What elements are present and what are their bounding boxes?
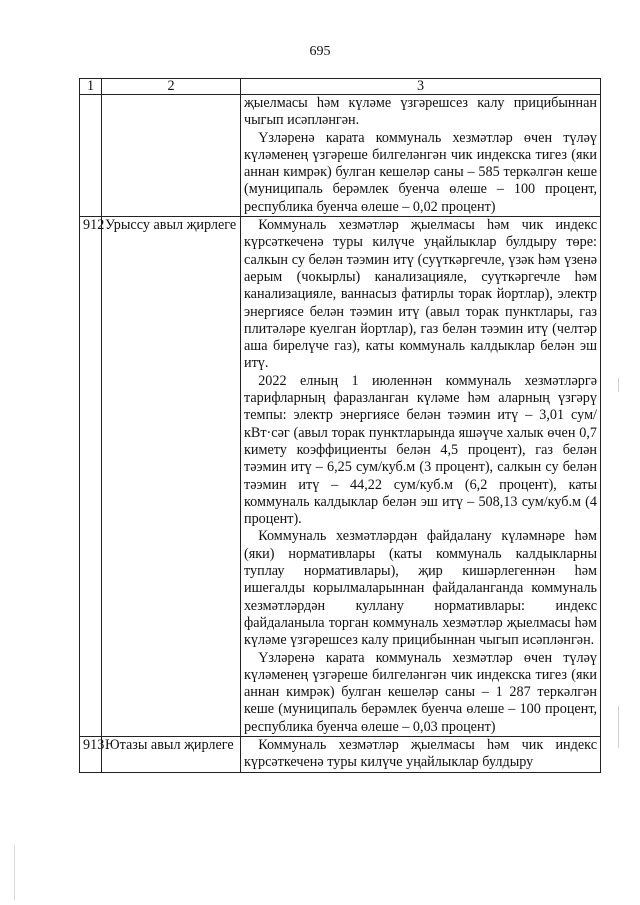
scan-edge-line (14, 845, 15, 900)
settlement-name: Ютазы авыл җирлеге (102, 736, 241, 772)
paragraph: Үзләренә карата коммуналь хезмәтләр өчен түләү күләменең үзгәреше билгеләнгән чик индекска тигез (яки аннан кимрәк) булган кешеләр саны – 1 287 теркәлгән кеше (муниципаль берәмлек буенча өлеше – 100 процент, республика буенча өлеше – 0,03 процент) (244, 649, 597, 735)
table-row (80, 736, 601, 772)
table-row (80, 95, 601, 217)
page-number: 695 (309, 44, 331, 59)
scan-margin-line (618, 706, 619, 748)
settlement-name (102, 95, 241, 217)
scan-margin-line (618, 378, 619, 392)
column-header-3: 3 (241, 79, 601, 95)
row-description (241, 736, 601, 772)
paragraph: Коммуналь хезмәтләр җыелмасы һәм чик индекс күрсәткеченә туры килүче уңайлыклар булдыру (244, 736, 597, 771)
row-number: 913 (80, 736, 102, 772)
municipality-table (79, 78, 601, 773)
paragraph: җыелмасы һәм күләме үзгәрешсез калу прицибыннан чыгып исәпләнгән. (244, 95, 597, 129)
column-header-2: 2 (102, 79, 241, 95)
paragraph: Коммуналь хезмәтләр җыелмасы һәм чик индекс күрсәткеченә туры килүче уңайлыклар булдыру төре: салкын су белән тәэмин итү (суүткәргечле, үзәк һәм үзенә аерым (чокырлы) канализацияле, суүткәргечле һәм канализацияле, ваннасыз фатирлы торак йортлар), электр энергиясе белән тәэмин итү (авыл торак пунктлары, газ плитәләре куелган йортлар), газ белән тәэмин итү (челтәр аша бирелүче газ), каты коммуналь калдыклар белән эш итү. (244, 217, 597, 372)
row-description (241, 217, 601, 737)
settlement-name: Урыссу авыл җирлеге (102, 217, 241, 737)
table-row (80, 217, 601, 737)
row-number (80, 95, 102, 217)
column-header-1: 1 (80, 79, 102, 95)
paragraph: Коммуналь хезмәтләрдән файдалану күләмнәре һәм (яки) нормативлары (каты коммуналь калдыкларны туплау нормативлары), җир кишәрлегеннән һәм ишегалды корылмаларыннан файдаланганда коммуналь хезмәтләрдән куллану нормативлары: индекс файдаланыла торган коммуналь хезмәтләр җыелмасы һәм күләме үзгәрешсез калу прицибыннан чыгып исәпләнгән. (244, 528, 597, 649)
row-description (241, 95, 601, 217)
paragraph: 2022 елның 1 июленнән коммуналь хезмәтләргә тарифларның фаразланган күләме һәм аларның үзгәрү темпы: электр энергиясе белән тәэмин итү – 3,01 сум/кВт·сәг (авыл торак пунктларында яшәүче халык өчен 0,7 кимету коэффициенты белән 4,5 процент), газ белән тәэмин итү – 6,25 сум/куб.м (3 процент), салкын су белән тәэмин итү – 44,22 сум/куб.м (6,2 процент), каты коммуналь калдыклар белән эш итү – 508,13 сум/куб.м (4 процент). (244, 372, 597, 528)
paragraph: Үзләренә карата коммуналь хезмәтләр өчен түләү күләменең үзгәреше билгеләнгән чик индекска тигез (яки аннан кимрәк) булган кешеләр саны – 585 теркәлгән кеше (муниципаль берәмлек буенча өлеше – 100 процент, республика буенча өлеше – 0,02 процент) (244, 129, 597, 215)
table-header-row (80, 79, 601, 95)
row-number: 912 (80, 217, 102, 737)
